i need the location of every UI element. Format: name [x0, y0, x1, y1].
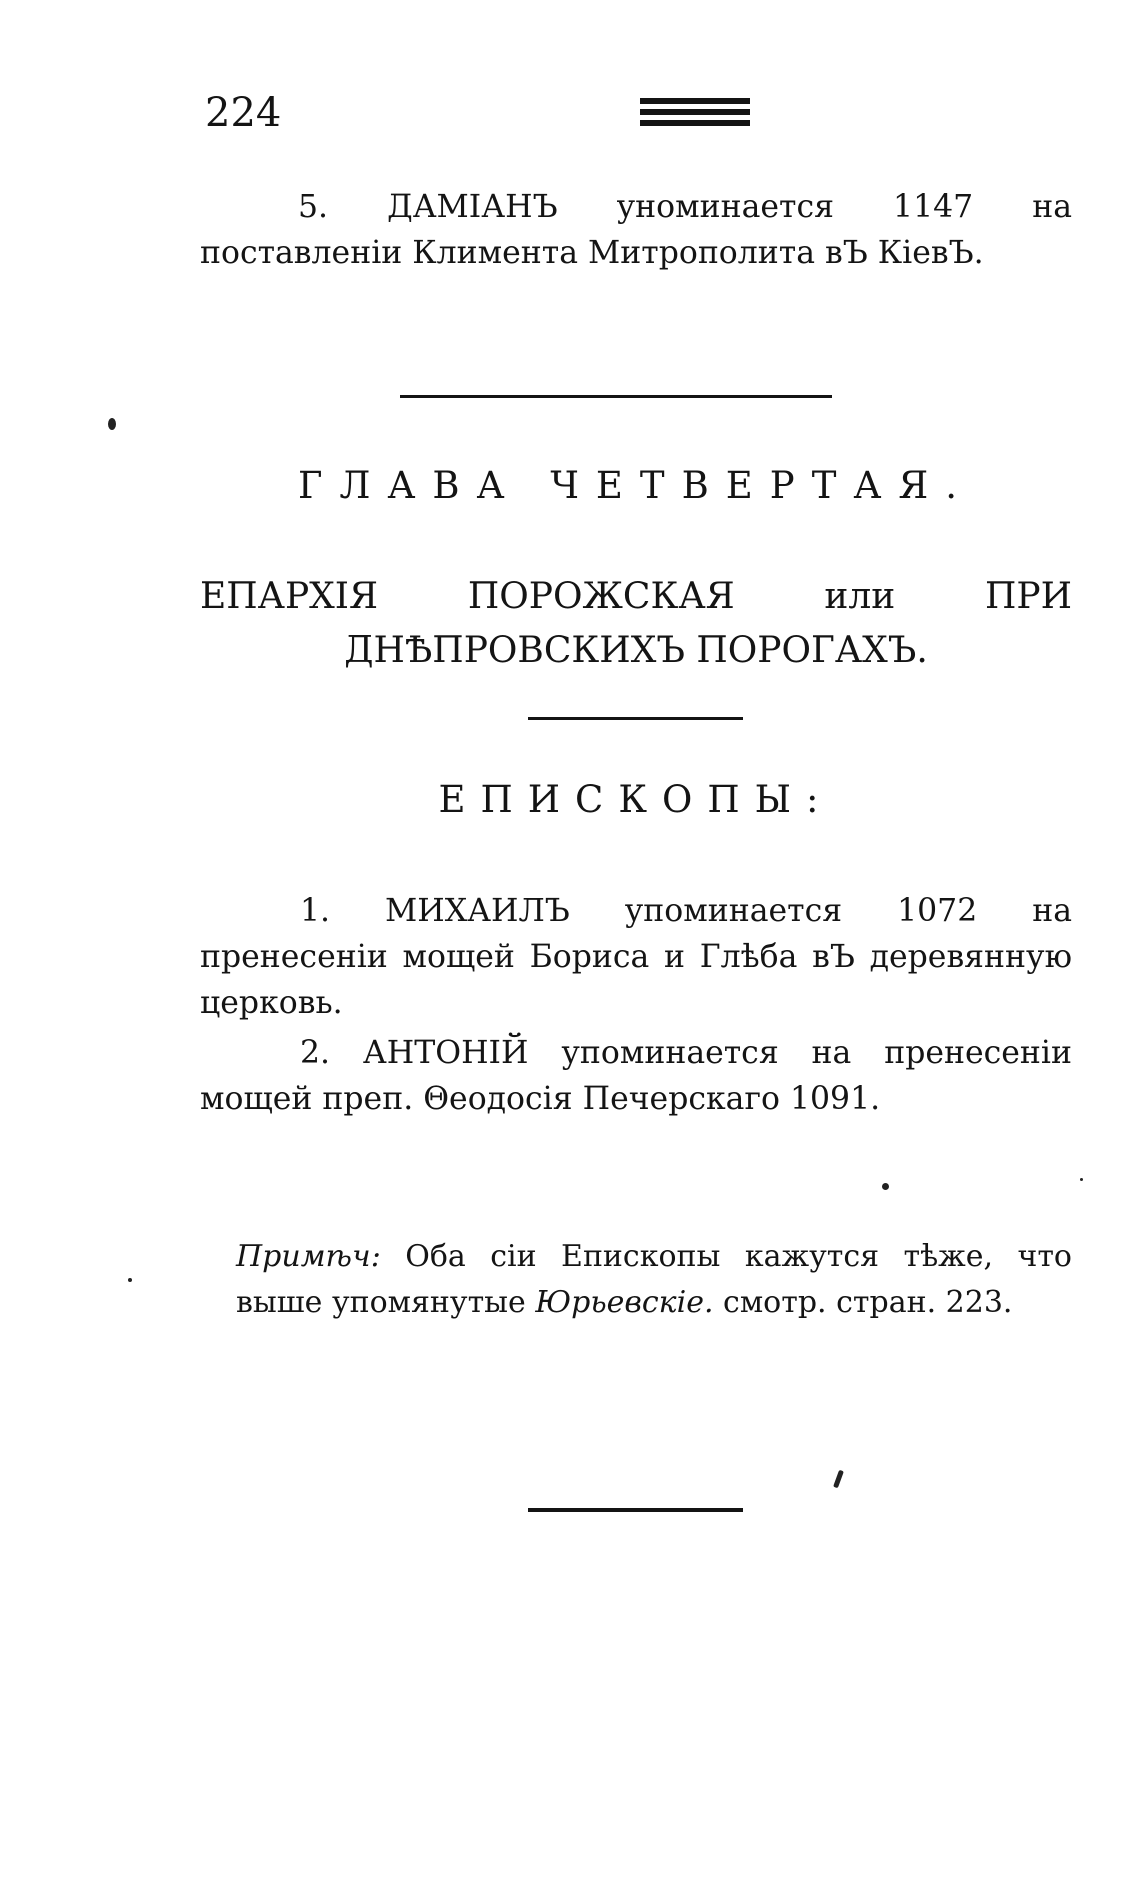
header-ornament	[640, 98, 750, 126]
bishops-heading: ЕПИСКОПЫ:	[438, 778, 834, 821]
bishop-entry-2: 2. АНТОНIЙ упоминается на пренесенiи мощей преп. Θеодосiя Печерскаго 1091.	[200, 1035, 1072, 1117]
footnote-label: Примѣч:	[236, 1239, 381, 1274]
footnote-italic-term: Юрьевскiе.	[535, 1285, 714, 1320]
ink-speck	[882, 1183, 889, 1190]
footnote	[236, 1234, 1072, 1326]
footnote-reference: смотр. стран. 223.	[713, 1285, 1013, 1320]
ink-speck	[1080, 1178, 1083, 1181]
bishop-entry-1: 1. МИХАИЛЪ упоминается 1072 на пренесенiи мощей Бориса и Глѣба вЪ деревянную церковь.	[200, 893, 1072, 1021]
ink-speck	[128, 1278, 132, 1282]
footnote-text: Оба сiи Епископы кажутся тѣже, что выше упомянутые	[236, 1239, 1072, 1320]
ink-speck	[833, 1470, 844, 1489]
entry-5-paragraph: 5. ДАМIАНЪ уноминается 1147 на поставленiи Климента Митрополита вЪ КiевЪ.	[200, 189, 1072, 271]
diocese-title: ЕПАРХIЯ ПОРОЖСКАЯ или ПРИ ДНѢПРОВСКИХЪ ПОРОГАХЪ.	[200, 576, 1072, 671]
end-divider	[528, 1508, 743, 1512]
section-divider	[400, 395, 832, 398]
chapter-title: ГЛАВА ЧЕТВЕРТАЯ.	[297, 464, 975, 507]
ink-speck	[108, 418, 116, 430]
section-divider	[528, 717, 743, 720]
page-number: 224	[205, 90, 282, 136]
